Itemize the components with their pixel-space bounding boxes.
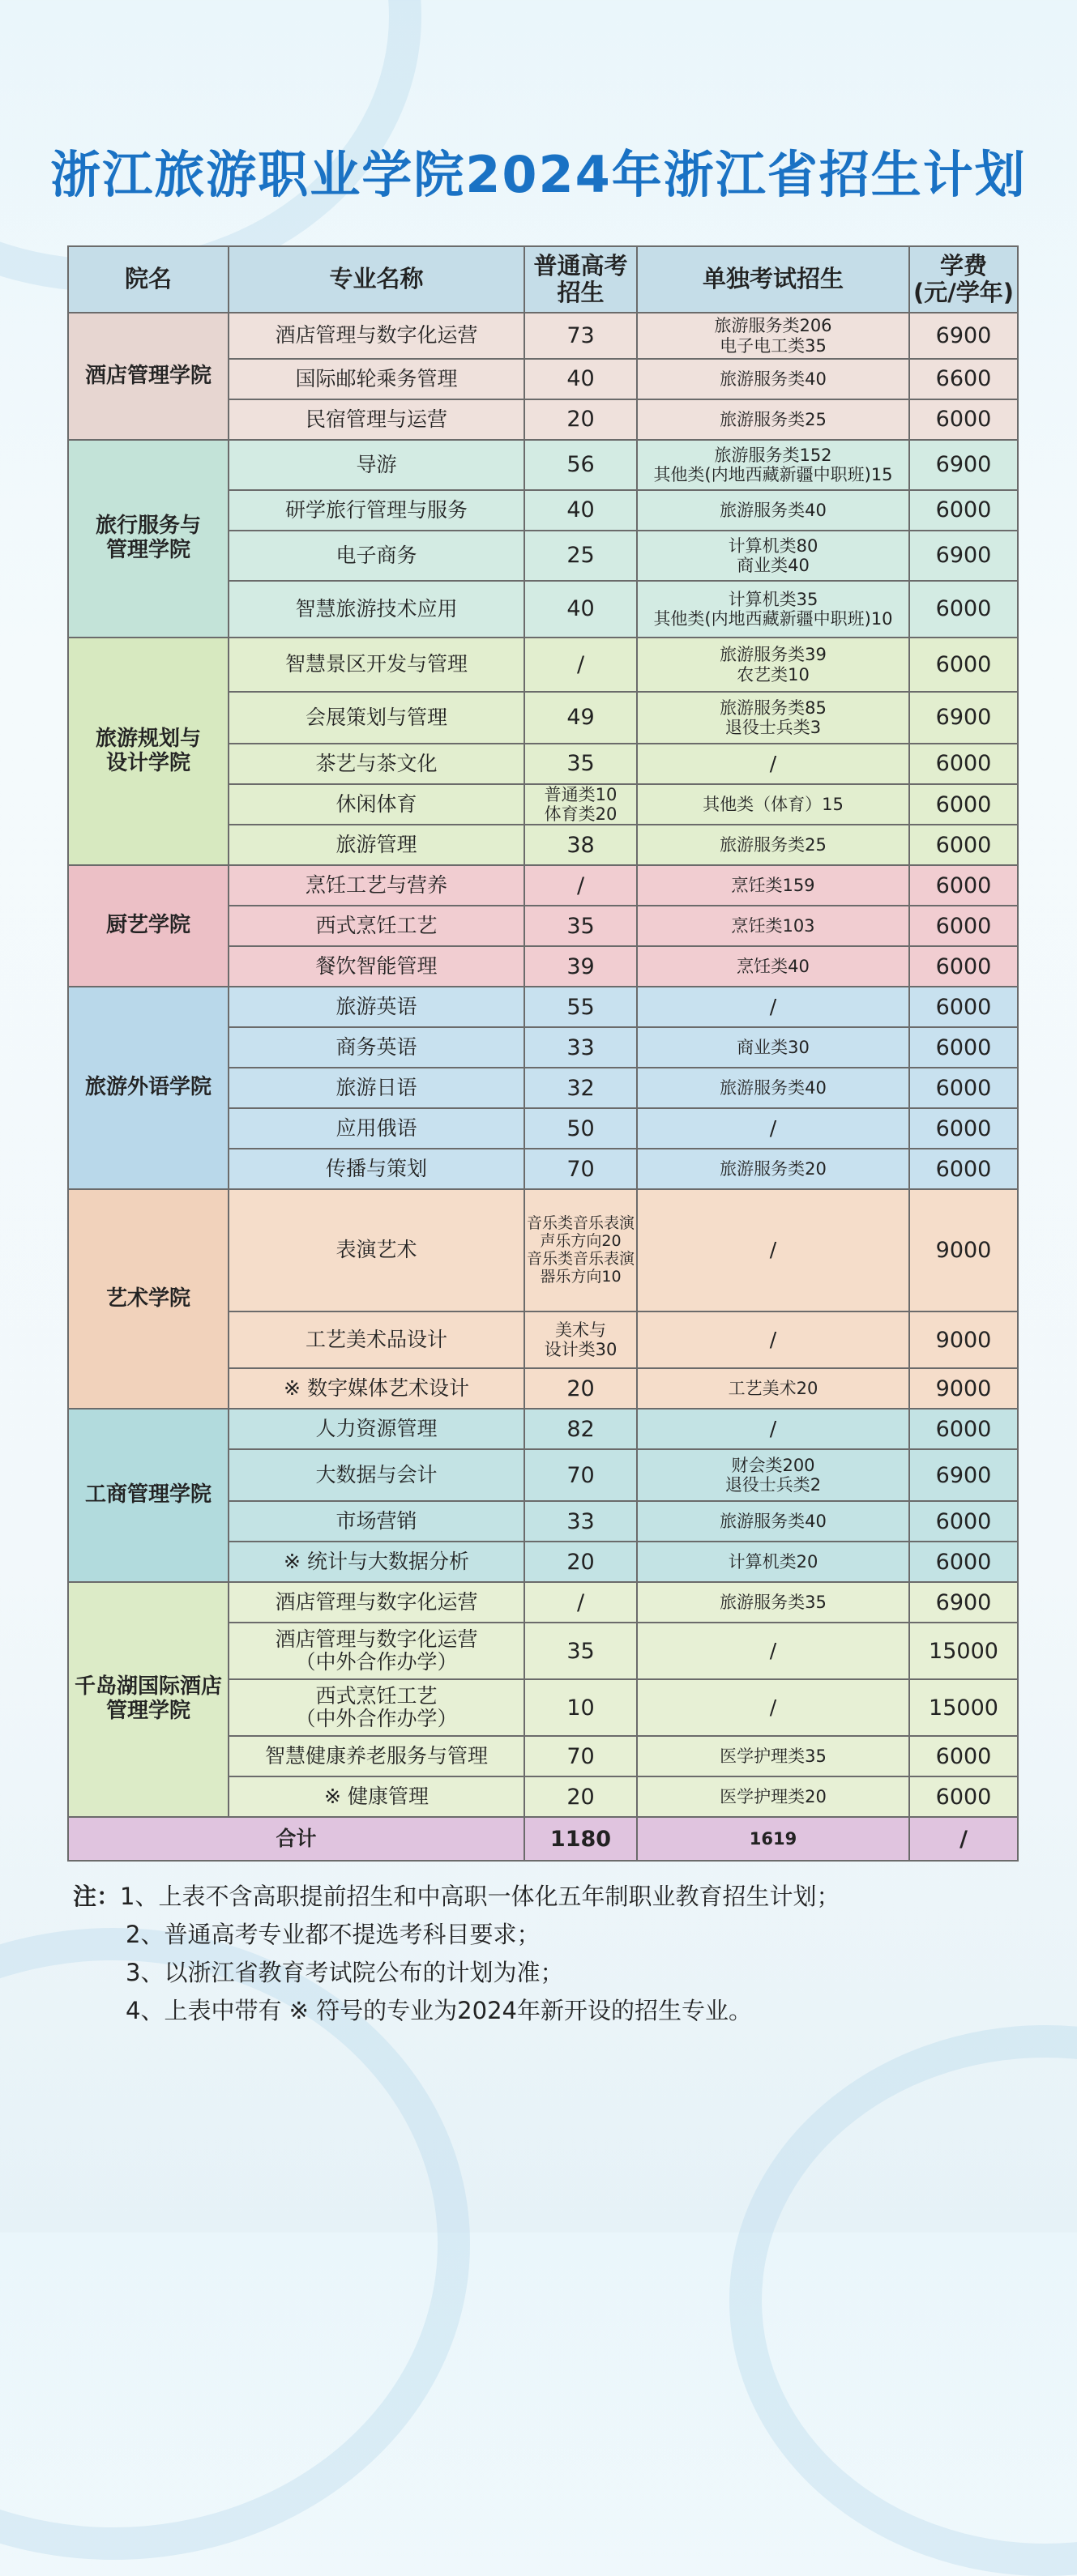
major-name: 旅游管理: [229, 825, 524, 865]
single-exam-plan: 旅游服务类152 其他类(内地西藏新疆中职班)15: [637, 440, 909, 490]
gaokao-count: 20: [524, 1542, 637, 1582]
gaokao-count: 33: [524, 1501, 637, 1542]
table-row: [68, 865, 1018, 906]
single-exam-plan: 医学护理类20: [637, 1776, 909, 1817]
gaokao-count: 73: [524, 313, 637, 359]
total-single-exam: 1619: [637, 1817, 909, 1861]
total-fee: /: [909, 1817, 1018, 1861]
major-name: ※ 数字媒体艺术设计: [229, 1368, 524, 1409]
gaokao-count: 美术与 设计类30: [524, 1311, 637, 1368]
header-fee: [909, 246, 1018, 313]
tuition-fee: 6900: [909, 313, 1018, 359]
tuition-fee: 6900: [909, 692, 1018, 744]
tuition-fee: 6000: [909, 1068, 1018, 1108]
single-exam-plan: /: [637, 1409, 909, 1449]
single-exam-plan: 旅游服务类85 退役士兵类3: [637, 692, 909, 744]
tuition-fee: 6000: [909, 638, 1018, 692]
header-fee-label: 学费 (元/学年): [912, 251, 1015, 306]
major-name: 旅游日语: [229, 1068, 524, 1108]
tuition-fee: 6000: [909, 784, 1018, 825]
tuition-fee: 6000: [909, 1027, 1018, 1068]
gaokao-count: 32: [524, 1068, 637, 1108]
single-exam-plan: 商业类30: [637, 1027, 909, 1068]
tuition-fee: 9000: [909, 1368, 1018, 1409]
note-line: [73, 1992, 1029, 2030]
total-label: 合计: [68, 1817, 524, 1861]
note-item: 2、普通高考专业都不提选考科目要求；: [126, 1921, 541, 1948]
gaokao-count: 35: [524, 906, 637, 946]
single-exam-plan: 计算机类20: [637, 1542, 909, 1582]
tuition-fee: 6000: [909, 1542, 1018, 1582]
gaokao-count: 35: [524, 744, 637, 784]
tuition-fee: 9000: [909, 1311, 1018, 1368]
table-row: [68, 440, 1018, 490]
gaokao-count: 49: [524, 692, 637, 744]
header-major: [229, 246, 524, 313]
tuition-fee: 9000: [909, 1189, 1018, 1311]
tuition-fee: 15000: [909, 1679, 1018, 1736]
tuition-fee: 6000: [909, 744, 1018, 784]
single-exam-plan: 烹饪类40: [637, 946, 909, 987]
notes-label: 注：: [73, 1883, 121, 1910]
tuition-fee: 6000: [909, 987, 1018, 1027]
tuition-fee: 6000: [909, 946, 1018, 987]
college-name: 艺术学院: [68, 1189, 229, 1409]
note-line: [73, 1916, 1029, 1954]
single-exam-plan: /: [637, 1679, 909, 1736]
gaokao-count: 40: [524, 359, 637, 399]
table-header-row: [68, 246, 1018, 313]
major-name: 民宿管理与运营: [229, 399, 524, 440]
gaokao-count: 70: [524, 1449, 637, 1501]
note-line: [73, 1878, 1029, 1916]
gaokao-count: 33: [524, 1027, 637, 1068]
college-name: 厨艺学院: [68, 865, 229, 987]
major-name: 电子商务: [229, 531, 524, 581]
header-gaokao-label: 普通高考 招生: [533, 251, 628, 306]
single-exam-plan: 旅游服务类35: [637, 1582, 909, 1623]
single-exam-plan: 医学护理类35: [637, 1736, 909, 1776]
gaokao-count: 35: [524, 1623, 637, 1679]
gaokao-count: 25: [524, 531, 637, 581]
note-item: 4、上表中带有 ※ 符号的专业为2024年新开设的招生专业。: [126, 1997, 752, 2024]
tuition-fee: 6900: [909, 531, 1018, 581]
major-name: 传播与策划: [229, 1149, 524, 1189]
gaokao-count: 20: [524, 1368, 637, 1409]
major-name: 智慧景区开发与管理: [229, 638, 524, 692]
major-name: 商务英语: [229, 1027, 524, 1068]
college-name: 旅游规划与 设计学院: [68, 638, 229, 865]
gaokao-count: 82: [524, 1409, 637, 1449]
college-name: 旅行服务与 管理学院: [68, 440, 229, 638]
college-name: 千岛湖国际酒店 管理学院: [68, 1582, 229, 1817]
tuition-fee: 6900: [909, 1582, 1018, 1623]
total-row: [68, 1817, 1018, 1861]
single-exam-plan: /: [637, 1108, 909, 1149]
major-name: 西式烹饪工艺 （中外合作办学）: [229, 1679, 524, 1736]
table-row: [68, 987, 1018, 1027]
enrollment-plan-table: [67, 245, 1019, 1862]
gaokao-count: 20: [524, 399, 637, 440]
major-name: ※ 统计与大数据分析: [229, 1542, 524, 1582]
single-exam-plan: /: [637, 987, 909, 1027]
table-row: [68, 313, 1018, 359]
tuition-fee: 6000: [909, 1776, 1018, 1817]
table-body: [68, 313, 1018, 1861]
major-name: 酒店管理与数字化运营: [229, 313, 524, 359]
gaokao-count: 20: [524, 1776, 637, 1817]
tuition-fee: 6900: [909, 1449, 1018, 1501]
gaokao-count: 39: [524, 946, 637, 987]
gaokao-count: 38: [524, 825, 637, 865]
tuition-fee: 6000: [909, 1409, 1018, 1449]
tuition-fee: 15000: [909, 1623, 1018, 1679]
tuition-fee: 6000: [909, 1736, 1018, 1776]
header-single-exam: [637, 246, 909, 313]
gaokao-count: 40: [524, 581, 637, 638]
tuition-fee: 6600: [909, 359, 1018, 399]
gaokao-count: 55: [524, 987, 637, 1027]
college-name: 工商管理学院: [68, 1409, 229, 1582]
tuition-fee: 6000: [909, 581, 1018, 638]
gaokao-count: 70: [524, 1736, 637, 1776]
gaokao-count: 50: [524, 1108, 637, 1149]
major-name: 工艺美术品设计: [229, 1311, 524, 1368]
gaokao-count: 70: [524, 1149, 637, 1189]
total-gaokao: 1180: [524, 1817, 637, 1861]
header-college: [68, 246, 229, 313]
major-name: 餐饮智能管理: [229, 946, 524, 987]
single-exam-plan: 旅游服务类206 电子电工类35: [637, 313, 909, 359]
gaokao-count: /: [524, 865, 637, 906]
single-exam-plan: /: [637, 1623, 909, 1679]
major-name: 旅游英语: [229, 987, 524, 1027]
table-row: [68, 1582, 1018, 1623]
major-name: 酒店管理与数字化运营: [229, 1582, 524, 1623]
header-gaokao: [524, 246, 637, 313]
major-name: 人力资源管理: [229, 1409, 524, 1449]
major-name: 西式烹饪工艺: [229, 906, 524, 946]
gaokao-count: 普通类10 体育类20: [524, 784, 637, 825]
tuition-fee: 6000: [909, 1501, 1018, 1542]
major-name: 市场营销: [229, 1501, 524, 1542]
single-exam-plan: 旅游服务类39 农艺类10: [637, 638, 909, 692]
gaokao-count: 10: [524, 1679, 637, 1736]
major-name: 表演艺术: [229, 1189, 524, 1311]
single-exam-plan: 旅游服务类20: [637, 1149, 909, 1189]
tuition-fee: 6000: [909, 1108, 1018, 1149]
tuition-fee: 6000: [909, 825, 1018, 865]
major-name: 研学旅行管理与服务: [229, 490, 524, 531]
single-exam-plan: 旅游服务类40: [637, 1501, 909, 1542]
table-row: [68, 1189, 1018, 1311]
major-name: 茶艺与茶文化: [229, 744, 524, 784]
gaokao-count: 40: [524, 490, 637, 531]
major-name: 智慧旅游技术应用: [229, 581, 524, 638]
single-exam-plan: 烹饪类159: [637, 865, 909, 906]
table-row: [68, 638, 1018, 692]
single-exam-plan: /: [637, 1189, 909, 1311]
single-exam-plan: 工艺美术20: [637, 1368, 909, 1409]
college-name: 旅游外语学院: [68, 987, 229, 1189]
single-exam-plan: 其他类（体育）15: [637, 784, 909, 825]
note-line: [73, 1954, 1029, 1992]
single-exam-plan: 计算机类80 商业类40: [637, 531, 909, 581]
single-exam-plan: 旅游服务类40: [637, 1068, 909, 1108]
gaokao-count: 56: [524, 440, 637, 490]
tuition-fee: 6000: [909, 399, 1018, 440]
header-major-label: 专业名称: [329, 265, 424, 293]
tuition-fee: 6000: [909, 490, 1018, 531]
college-name: 酒店管理学院: [68, 313, 229, 440]
major-name: 酒店管理与数字化运营 （中外合作办学）: [229, 1623, 524, 1679]
single-exam-plan: 旅游服务类40: [637, 359, 909, 399]
table-row: [68, 1409, 1018, 1449]
major-name: 大数据与会计: [229, 1449, 524, 1501]
major-name: 智慧健康养老服务与管理: [229, 1736, 524, 1776]
major-name: 烹饪工艺与营养: [229, 865, 524, 906]
page-title: 浙江旅游职业学院2024年浙江省招生计划: [50, 145, 1027, 204]
single-exam-plan: 旅游服务类25: [637, 825, 909, 865]
major-name: 国际邮轮乘务管理: [229, 359, 524, 399]
major-name: 导游: [229, 440, 524, 490]
header-single-exam-label: 单独考试招生: [702, 265, 844, 293]
note-item: 3、以浙江省教育考试院公布的计划为准；: [126, 1959, 564, 1986]
gaokao-count: /: [524, 638, 637, 692]
single-exam-plan: /: [637, 1311, 909, 1368]
note-item: 1、上表不含高职提前招生和中高职一体化五年制职业教育招生计划；: [120, 1883, 840, 1910]
single-exam-plan: 烹饪类103: [637, 906, 909, 946]
single-exam-plan: 旅游服务类40: [637, 490, 909, 531]
notes: [73, 1878, 1029, 2030]
major-name: ※ 健康管理: [229, 1776, 524, 1817]
background-swirl: [729, 2025, 1077, 2576]
single-exam-plan: /: [637, 744, 909, 784]
tuition-fee: 6000: [909, 1149, 1018, 1189]
tuition-fee: 6000: [909, 865, 1018, 906]
gaokao-count: 音乐类音乐表演 声乐方向20 音乐类音乐表演 器乐方向10: [524, 1189, 637, 1311]
single-exam-plan: 计算机类35 其他类(内地西藏新疆中职班)10: [637, 581, 909, 638]
single-exam-plan: 财会类200 退役士兵类2: [637, 1449, 909, 1501]
major-name: 休闲体育: [229, 784, 524, 825]
single-exam-plan: 旅游服务类25: [637, 399, 909, 440]
tuition-fee: 6900: [909, 440, 1018, 490]
tuition-fee: 6000: [909, 906, 1018, 946]
gaokao-count: /: [524, 1582, 637, 1623]
major-name: 应用俄语: [229, 1108, 524, 1149]
major-name: 会展策划与管理: [229, 692, 524, 744]
header-college-label: 院名: [124, 265, 172, 293]
